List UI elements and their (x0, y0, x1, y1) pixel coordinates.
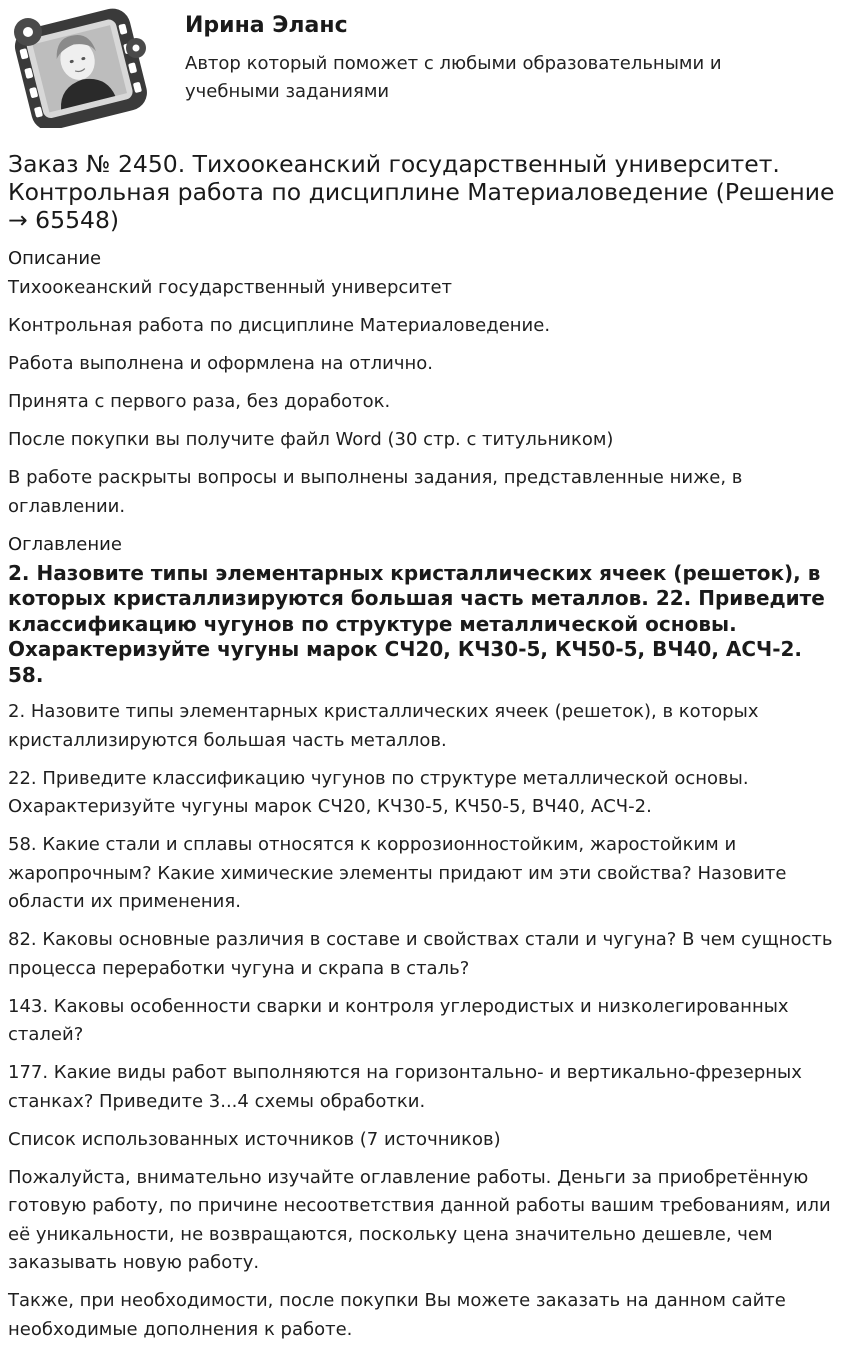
toc-heading: 2. Назовите типы элементарных кристаллических ячеек (решеток), в которых кристаллизируются большая часть металлов. 22. Приведите классификацию чугунов по структуре металлической основы. Охарактеризуйте чугуны марок СЧ20, КЧ30-5, КЧ50-5, ВЧ40, АСЧ-2. 58. (8, 560, 825, 687)
description-paragraph: Принята с первого раза, без доработок. (8, 391, 391, 412)
description-paragraph: Контрольная работа по дисциплине Материаловедение. (8, 315, 551, 336)
toc-item: 22. Приведите классификацию чугунов по структуре металлической основы. Охарактеризуйте чугуны марок СЧ20, КЧ30-5, КЧ50-5, ВЧ40, АСЧ-2. (8, 767, 749, 817)
author-description: Автор который поможет с любыми образовательными и учебными заданиями (185, 53, 722, 102)
order-title: Заказ № 2450. Тихоокеанский государственный университет. Контрольная работа по дисциплине Материаловедение (Решение → 65548) (8, 150, 835, 234)
author-block (0, 0, 847, 140)
toc-item: 143. Каковы особенности сварки и контроля углеродистых и низколегированных сталей? (8, 995, 789, 1045)
main-content (8, 245, 838, 1354)
description-paragraph: После покупки вы получите файл Word (30 стр. с титульником) (8, 429, 614, 450)
toc-item: Список использованных источников (7 источников) (8, 1128, 501, 1150)
note-paragraph: Пожалуйста, внимательно изучайте оглавление работы. Деньги за приобретённую готовую работу, по причине несоответствия данной работы вашим требованиям, или её уникальности, не возвращаются, поскольку цена значительно дешевле, чем заказывать новую работу. (8, 1166, 831, 1273)
toc-label: Оглавление (8, 533, 122, 555)
toc-item: 58. Какие стали и сплавы относятся к коррозионностойким, жаростойким и жаропрочным? Какие химические элементы придают им эти свойства? Назовите области их применения. (8, 834, 787, 912)
toc-item: 2. Назовите типы элементарных кристаллических ячеек (решеток), в которых кристаллизируются большая часть металлов. (8, 701, 759, 751)
description-label: Описание (8, 248, 102, 269)
toc-item: 82. Каковы основные различия в составе и свойствах стали и чугуна? В чем сущность процесса переработки чугуна и скрапа в сталь? (8, 929, 833, 979)
note-paragraph: Также, при необходимости, после покупки Вы можете заказать на данном сайте необходимые дополнения к работе. (8, 1290, 786, 1340)
toc-item: 177. Какие виды работ выполняются на горизонтально- и вертикально-фрезерных станках? Приведите 3...4 схемы обработки. (8, 1062, 802, 1112)
description-paragraph: В работе раскрыты вопросы и выполнены задания, представленные ниже, в оглавлении. (8, 467, 743, 517)
description-paragraph: Тихоокеанский государственный университет (8, 277, 453, 298)
description-paragraph: Работа выполнена и оформлена на отлично. (8, 353, 434, 374)
author-avatar (8, 8, 150, 128)
author-name: Ирина Эланс (185, 13, 348, 38)
